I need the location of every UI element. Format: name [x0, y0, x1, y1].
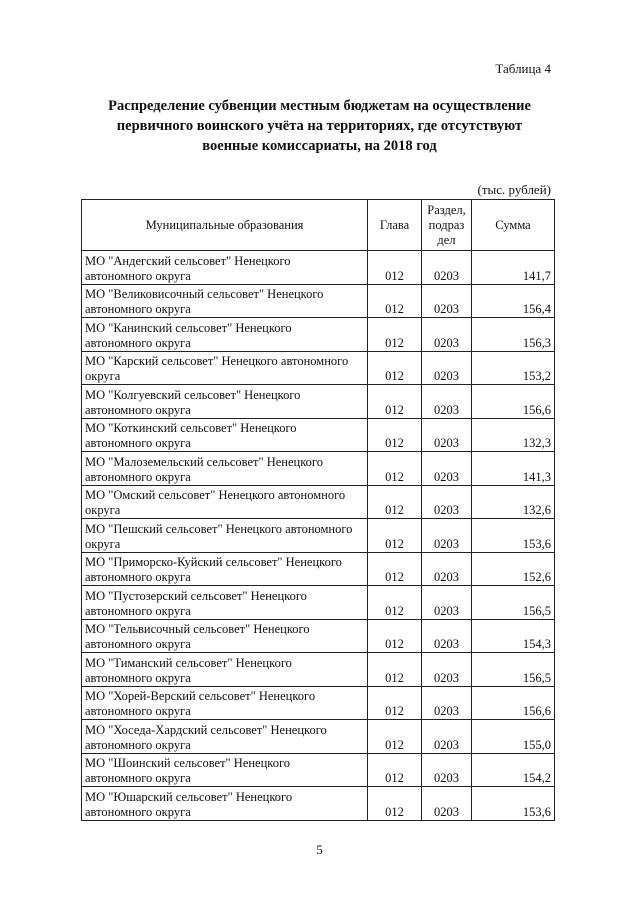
municipality-name-line: МО "Хорей-Верский сельсовет" Ненецкого	[85, 689, 316, 703]
municipality-name-line: МО "Тельвисочный сельсовет" Ненецкого	[85, 622, 310, 636]
municipality-cell	[82, 787, 368, 821]
sum-cell: 153,6	[472, 787, 555, 821]
section-cell: 0203	[422, 251, 472, 285]
header-sum: Сумма	[472, 200, 555, 251]
sum-cell: 132,3	[472, 418, 555, 452]
section-cell: 0203	[422, 720, 472, 754]
header-section-line: дел	[437, 232, 456, 247]
table-row	[82, 351, 555, 385]
municipality-cell	[82, 619, 368, 653]
municipality-name-line: МО "Омский сельсовет" Ненецкого автономного	[85, 488, 346, 502]
table-row	[82, 318, 555, 352]
sum-cell: 156,6	[472, 385, 555, 419]
section-cell: 0203	[422, 385, 472, 419]
table-row	[82, 485, 555, 519]
header-chapter: Глава	[368, 200, 422, 251]
title-line: Распределение субвенции местным бюджетам на осуществление	[108, 98, 531, 114]
municipality-cell	[82, 251, 368, 285]
section-cell: 0203	[422, 318, 472, 352]
section-cell: 0203	[422, 686, 472, 720]
municipality-name-line: МО "Карский сельсовет" Ненецкого автономного	[85, 354, 349, 368]
municipality-name-line: автономного округа	[85, 469, 191, 484]
section-cell: 0203	[422, 351, 472, 385]
municipality-name-line: автономного округа	[85, 704, 191, 718]
municipality-name-line: округа	[85, 369, 121, 383]
chapter-cell: 012	[368, 418, 422, 452]
section-cell: 0203	[422, 519, 472, 553]
municipality-name-line: МО "Коткинский сельсовет" Ненецкого	[85, 421, 297, 435]
municipality-cell	[82, 284, 368, 318]
chapter-cell: 012	[368, 787, 422, 821]
section-cell: 0203	[422, 586, 472, 620]
chapter-cell: 012	[368, 552, 422, 586]
header-section-line: подраз	[428, 217, 465, 232]
section-cell: 0203	[422, 485, 472, 519]
municipality-cell	[82, 351, 368, 385]
table-row	[82, 385, 555, 419]
sum-cell: 153,6	[472, 519, 555, 553]
section-cell: 0203	[422, 552, 472, 586]
municipality-name-line: округа	[85, 536, 121, 551]
chapter-cell: 012	[368, 485, 422, 519]
table-row	[82, 284, 555, 318]
chapter-cell: 012	[368, 519, 422, 553]
municipality-name-line: автономного округа	[85, 637, 191, 651]
table-row	[82, 519, 555, 553]
section-cell: 0203	[422, 418, 472, 452]
municipality-name-line: МО "Малоземельский сельсовет" Ненецкого	[85, 454, 323, 469]
chapter-cell: 012	[368, 586, 422, 620]
table-row	[82, 753, 555, 787]
municipality-name-line: автономного округа	[85, 670, 191, 685]
chapter-cell: 012	[368, 452, 422, 486]
municipality-cell	[82, 653, 368, 687]
sum-cell: 154,3	[472, 619, 555, 653]
municipality-name-line: МО "Юшарский сельсовет" Ненецкого	[85, 789, 293, 804]
chapter-cell: 012	[368, 318, 422, 352]
municipality-name-line: автономного округа	[85, 302, 191, 316]
municipality-name-line: МО "Приморско-Куйский сельсовет" Ненецкого	[85, 555, 342, 569]
municipality-cell	[82, 485, 368, 519]
municipality-cell	[82, 686, 368, 720]
section-cell: 0203	[422, 452, 472, 486]
sum-cell: 141,3	[472, 452, 555, 486]
municipality-name-line: МО "Андегский сельсовет" Ненецкого	[85, 253, 291, 268]
table-row	[82, 552, 555, 586]
table-row	[82, 720, 555, 754]
municipality-cell	[82, 552, 368, 586]
municipality-name-line: автономного округа	[85, 402, 191, 417]
section-cell: 0203	[422, 653, 472, 687]
chapter-cell: 012	[368, 351, 422, 385]
municipality-cell	[82, 418, 368, 452]
sum-cell: 141,7	[472, 251, 555, 285]
municipality-name-line: автономного округа	[85, 771, 191, 785]
municipality-name-line: МО "Пешский сельсовет" Ненецкого автономного	[85, 521, 353, 536]
subvention-table	[81, 199, 555, 821]
chapter-cell: 012	[368, 753, 422, 787]
header-section	[422, 200, 472, 251]
municipality-name-line: автономного округа	[85, 335, 191, 350]
table-row	[82, 251, 555, 285]
section-cell: 0203	[422, 787, 472, 821]
sum-cell: 156,3	[472, 318, 555, 352]
chapter-cell: 012	[368, 284, 422, 318]
chapter-cell: 012	[368, 653, 422, 687]
municipality-name-line: автономного округа	[85, 268, 191, 283]
sum-cell: 153,2	[472, 351, 555, 385]
table-row	[82, 619, 555, 653]
table-body	[82, 251, 555, 821]
table-row	[82, 452, 555, 486]
table-label: Таблица 4	[495, 61, 551, 76]
municipality-name-line: автономного округа	[85, 436, 191, 450]
municipality-name-line: МО "Тиманский сельсовет" Ненецкого	[85, 655, 292, 670]
header-municipality: Муниципальные образования	[82, 200, 368, 251]
sum-cell: 156,6	[472, 686, 555, 720]
table-row	[82, 686, 555, 720]
municipality-cell	[82, 452, 368, 486]
municipality-name-line: МО "Шоинский сельсовет" Ненецкого	[85, 756, 291, 770]
sum-cell: 152,6	[472, 552, 555, 586]
municipality-name-line: округа	[85, 503, 121, 517]
sum-cell: 132,6	[472, 485, 555, 519]
header-section-line: Раздел,	[427, 202, 466, 217]
municipality-cell	[82, 586, 368, 620]
chapter-cell: 012	[368, 251, 422, 285]
municipality-cell	[82, 753, 368, 787]
table-row	[82, 653, 555, 687]
units-note: (тыс. рублей)	[477, 182, 551, 197]
chapter-cell: 012	[368, 720, 422, 754]
municipality-cell	[82, 720, 368, 754]
sum-cell: 156,5	[472, 653, 555, 687]
municipality-name-line: автономного округа	[85, 737, 191, 752]
municipality-name-line: МО "Великовисочный сельсовет" Ненецкого	[85, 287, 324, 301]
section-cell: 0203	[422, 284, 472, 318]
sum-cell: 155,0	[472, 720, 555, 754]
sum-cell: 156,5	[472, 586, 555, 620]
sum-cell: 154,2	[472, 753, 555, 787]
table-row	[82, 586, 555, 620]
sum-cell: 156,4	[472, 284, 555, 318]
municipality-name-line: МО "Канинский сельсовет" Ненецкого	[85, 320, 292, 335]
section-cell: 0203	[422, 619, 472, 653]
page-number: 5	[316, 842, 323, 857]
municipality-name-line: МО "Хоседа-Хардский сельсовет" Ненецкого	[85, 722, 327, 737]
table-header-row	[82, 200, 555, 251]
table-row	[82, 787, 555, 821]
municipality-name-line: автономного округа	[85, 570, 191, 584]
municipality-cell	[82, 519, 368, 553]
section-cell: 0203	[422, 753, 472, 787]
chapter-cell: 012	[368, 686, 422, 720]
municipality-cell	[82, 385, 368, 419]
municipality-name-line: МО "Колгуевский сельсовет" Ненецкого	[85, 387, 301, 402]
municipality-name-line: автономного округа	[85, 603, 191, 618]
chapter-cell: 012	[368, 385, 422, 419]
municipality-cell	[82, 318, 368, 352]
table-row	[82, 418, 555, 452]
municipality-name-line: МО "Пустозерский сельсовет" Ненецкого	[85, 588, 307, 603]
document-title	[60, 96, 579, 156]
municipality-name-line: автономного округа	[85, 804, 191, 819]
chapter-cell: 012	[368, 619, 422, 653]
title-line: первичного воинского учёта на территориях, где отсутствуют	[116, 118, 523, 134]
title-line: военные комиссариаты, на 2018 год	[202, 138, 437, 154]
